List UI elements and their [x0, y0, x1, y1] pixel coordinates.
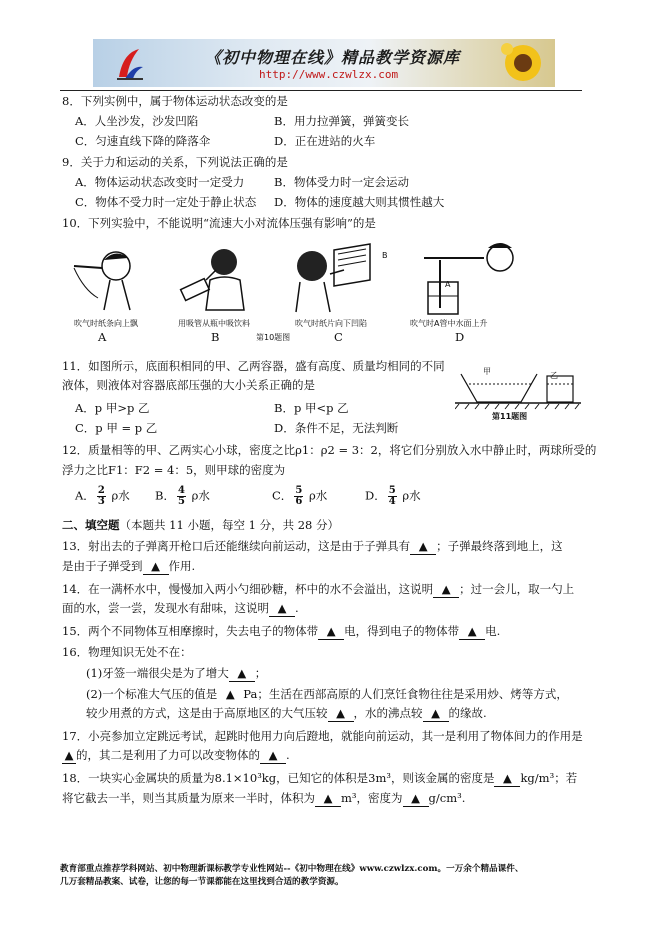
q11-container-yi: 乙 [550, 371, 558, 380]
q10-figure [64, 240, 534, 316]
q8-stem: 8．下列实例中，属于物体运动状态改变的是 [62, 94, 288, 108]
q11-option-a: A．p 甲>p 乙 [75, 401, 150, 415]
q14-line-1: 14．在一满杯水中，慢慢加入两小勺细砂糖，杯中的水不会溢出，这说明 ▲ ；过一会儿，取一勺上 [62, 582, 575, 596]
q10-figure-label: 第10题图 [256, 333, 291, 342]
q13-blank-2[interactable]: ▲ [143, 559, 169, 575]
q16-sub-2: (2)一个标准大气压的值是 ▲ Pa；生活在西部高原的人们烹饪食物往往是采用炒、烤等方式， [86, 687, 568, 701]
q17-line-2: ▲ 的，其二是利用了力可以改变物体的 ▲ . [62, 748, 290, 764]
figure-d-atomizer [424, 243, 513, 314]
q15-blank-2[interactable]: ▲ [459, 624, 485, 640]
section-2-heading: 二、填空题（本题共 11 小题，每空 1 分，共 28 分） [62, 518, 340, 532]
footer-line-1: 教育部重点推荐学科网站、初中物理新课标教学专业性网站--《初中物理在线》www.czwlzx.com。一万余个精品课件、 [60, 864, 524, 874]
sunflower-icon [499, 41, 547, 85]
q17-line-1: 17．小亮参加立定跳远考试，起跳时他用力向后蹬地，就能向前运动，其一是利用了物体间力的作用是 [62, 729, 583, 743]
q12-option-b: B． $\frac{4}{5}$ ρ水 [155, 485, 210, 507]
q12-option-a: A． $\frac{2}{3}$ ρ水 [75, 485, 130, 507]
q18-line-1: 18．一块实心金属块的质量为8.1×10³kg，已知它的体积是3m³，则该金属的密度是 ▲ kg/m³；若 [62, 771, 578, 785]
site-logo-icon [115, 47, 145, 81]
q12-stem-2: 浮力之比F1：F2 = 4：5，则甲球的密度为 [62, 463, 286, 477]
footer-line-2: 几万套精品教案、试卷，让您的每一节课都能在这里找到合适的教学资源。 [60, 877, 344, 887]
q16-blank-4[interactable]: ▲ [423, 706, 449, 722]
q12-option-d: D． $\frac{5}{4}$ ρ水 [365, 485, 421, 507]
q10-pipe-label-b: B [382, 251, 388, 260]
q12-stem-1: 12．质量相等的甲、乙两实心小球，密度之比ρ1：ρ2 = 3：2，将它们分别放入水中静止时，两球所受的 [62, 443, 597, 457]
figure-c-blowing-paper-between-books [296, 244, 370, 312]
q18-blank-1[interactable]: ▲ [494, 771, 520, 787]
q8-option-d: D．正在进站的火车 [274, 134, 376, 148]
q13-blank-1[interactable]: ▲ [410, 539, 436, 555]
q8-option-a: A．人坐沙发，沙发凹陷 [75, 114, 199, 128]
q11-option-d: D．条件不足，无法判断 [274, 421, 399, 435]
q16-stem: 16．物理知识无处不在： [62, 645, 192, 659]
q11-option-c: C．p 甲 = p 乙 [75, 421, 158, 435]
header-divider [60, 90, 582, 91]
q10-letter-d: D [455, 330, 465, 344]
site-title: 《初中物理在线》精品教学资源库 [205, 48, 461, 67]
q9-option-a: A．物体运动状态改变时一定受力 [75, 175, 245, 189]
q16-sub-2-cont: 较少用煮的方式，这是由于高原地区的大气压较 ▲ ，水的沸点较 ▲ 的缘故. [86, 706, 487, 720]
q9-option-c: C．物体不受力时一定处于静止状态 [75, 195, 257, 209]
q17-blank-2[interactable]: ▲ [260, 748, 286, 764]
figure-a-blowing-paper [74, 252, 130, 310]
q13-line-2: 是由于子弹受到 ▲ 作用. [62, 559, 196, 573]
q14-line-2: 面的水，尝一尝，发现水有甜味，这说明 ▲ . [62, 601, 299, 615]
q18-blank-3[interactable]: ▲ [403, 791, 429, 807]
q18-line-2: 将它截去一半，则当其质量为原来一半时，体积为 ▲ m³，密度为 ▲ g/cm³. [62, 791, 466, 805]
q10-caption-a: 吹气时纸条向上飘 [74, 319, 138, 328]
q9-option-d: D．物体的速度越大则其惯性越大 [274, 195, 445, 209]
q8-option-b: B．用力拉弹簧，弹簧变长 [274, 114, 409, 128]
q12-option-c: C． $\frac{5}{6}$ ρ水 [272, 485, 328, 507]
q11-figure [455, 368, 585, 410]
figure-b-straw-drinking [181, 249, 244, 310]
q15-line: 15．两个不同物体互相摩擦时，失去电子的物体带 ▲ 电，得到电子的物体带 ▲ 电. [62, 624, 501, 638]
q13-line-1: 13．射出去的子弹离开枪口后还能继续向前运动，这是由于子弹具有 ▲ ；子弹最终落到地上，这 [62, 539, 563, 553]
q10-letter-c: C [334, 330, 343, 344]
q10-caption-c: 吹气时纸片向下凹陷 [295, 319, 367, 328]
header-banner [93, 39, 555, 87]
site-url[interactable]: http://www.czwlzx.com [259, 68, 399, 81]
q16-sub-1: (1)牙签一端很尖是为了增大 ▲ ； [86, 666, 267, 680]
q17-blank-1[interactable]: ▲ [62, 748, 76, 764]
q14-blank-1[interactable]: ▲ [433, 582, 459, 598]
page-footer [60, 863, 605, 889]
q11-container-jia: 甲 [483, 367, 491, 376]
q9-stem: 9．关于力和运动的关系，下列说法正确的是 [62, 155, 288, 169]
q11-figure-label: 第11题图 [492, 412, 528, 421]
q11-option-b: B．p 甲<p 乙 [274, 401, 349, 415]
q11-stem-1: 11．如图所示，底面积相同的甲、乙两容器，盛有高度、质量均相同的不同 [62, 359, 445, 373]
q10-stem: 10．下列实验中，不能说明“流速大小对流体压强有影响”的是 [62, 216, 376, 230]
q10-caption-b: 用吸管从瓶中吸饮料 [178, 319, 250, 328]
q8-option-c: C．匀速直线下降的降落伞 [75, 134, 211, 148]
q16-blank-3[interactable]: ▲ [328, 706, 354, 722]
q10-pipe-label-a: A [445, 280, 451, 289]
q16-blank-1[interactable]: ▲ [229, 666, 255, 682]
q11-stem-2: 液体，则液体对容器底部压强的大小关系正确的是 [62, 378, 315, 392]
q14-blank-2[interactable]: ▲ [269, 601, 295, 617]
q9-option-b: B．物体受力时一定会运动 [274, 175, 409, 189]
q18-blank-2[interactable]: ▲ [315, 791, 341, 807]
q10-letter-b: B [211, 330, 220, 344]
q15-blank-1[interactable]: ▲ [318, 624, 344, 640]
q10-caption-d: 吹气时A管中水面上升 [410, 319, 488, 328]
q16-blank-2[interactable]: ▲ [225, 687, 235, 701]
q10-letter-a: A [98, 330, 107, 344]
